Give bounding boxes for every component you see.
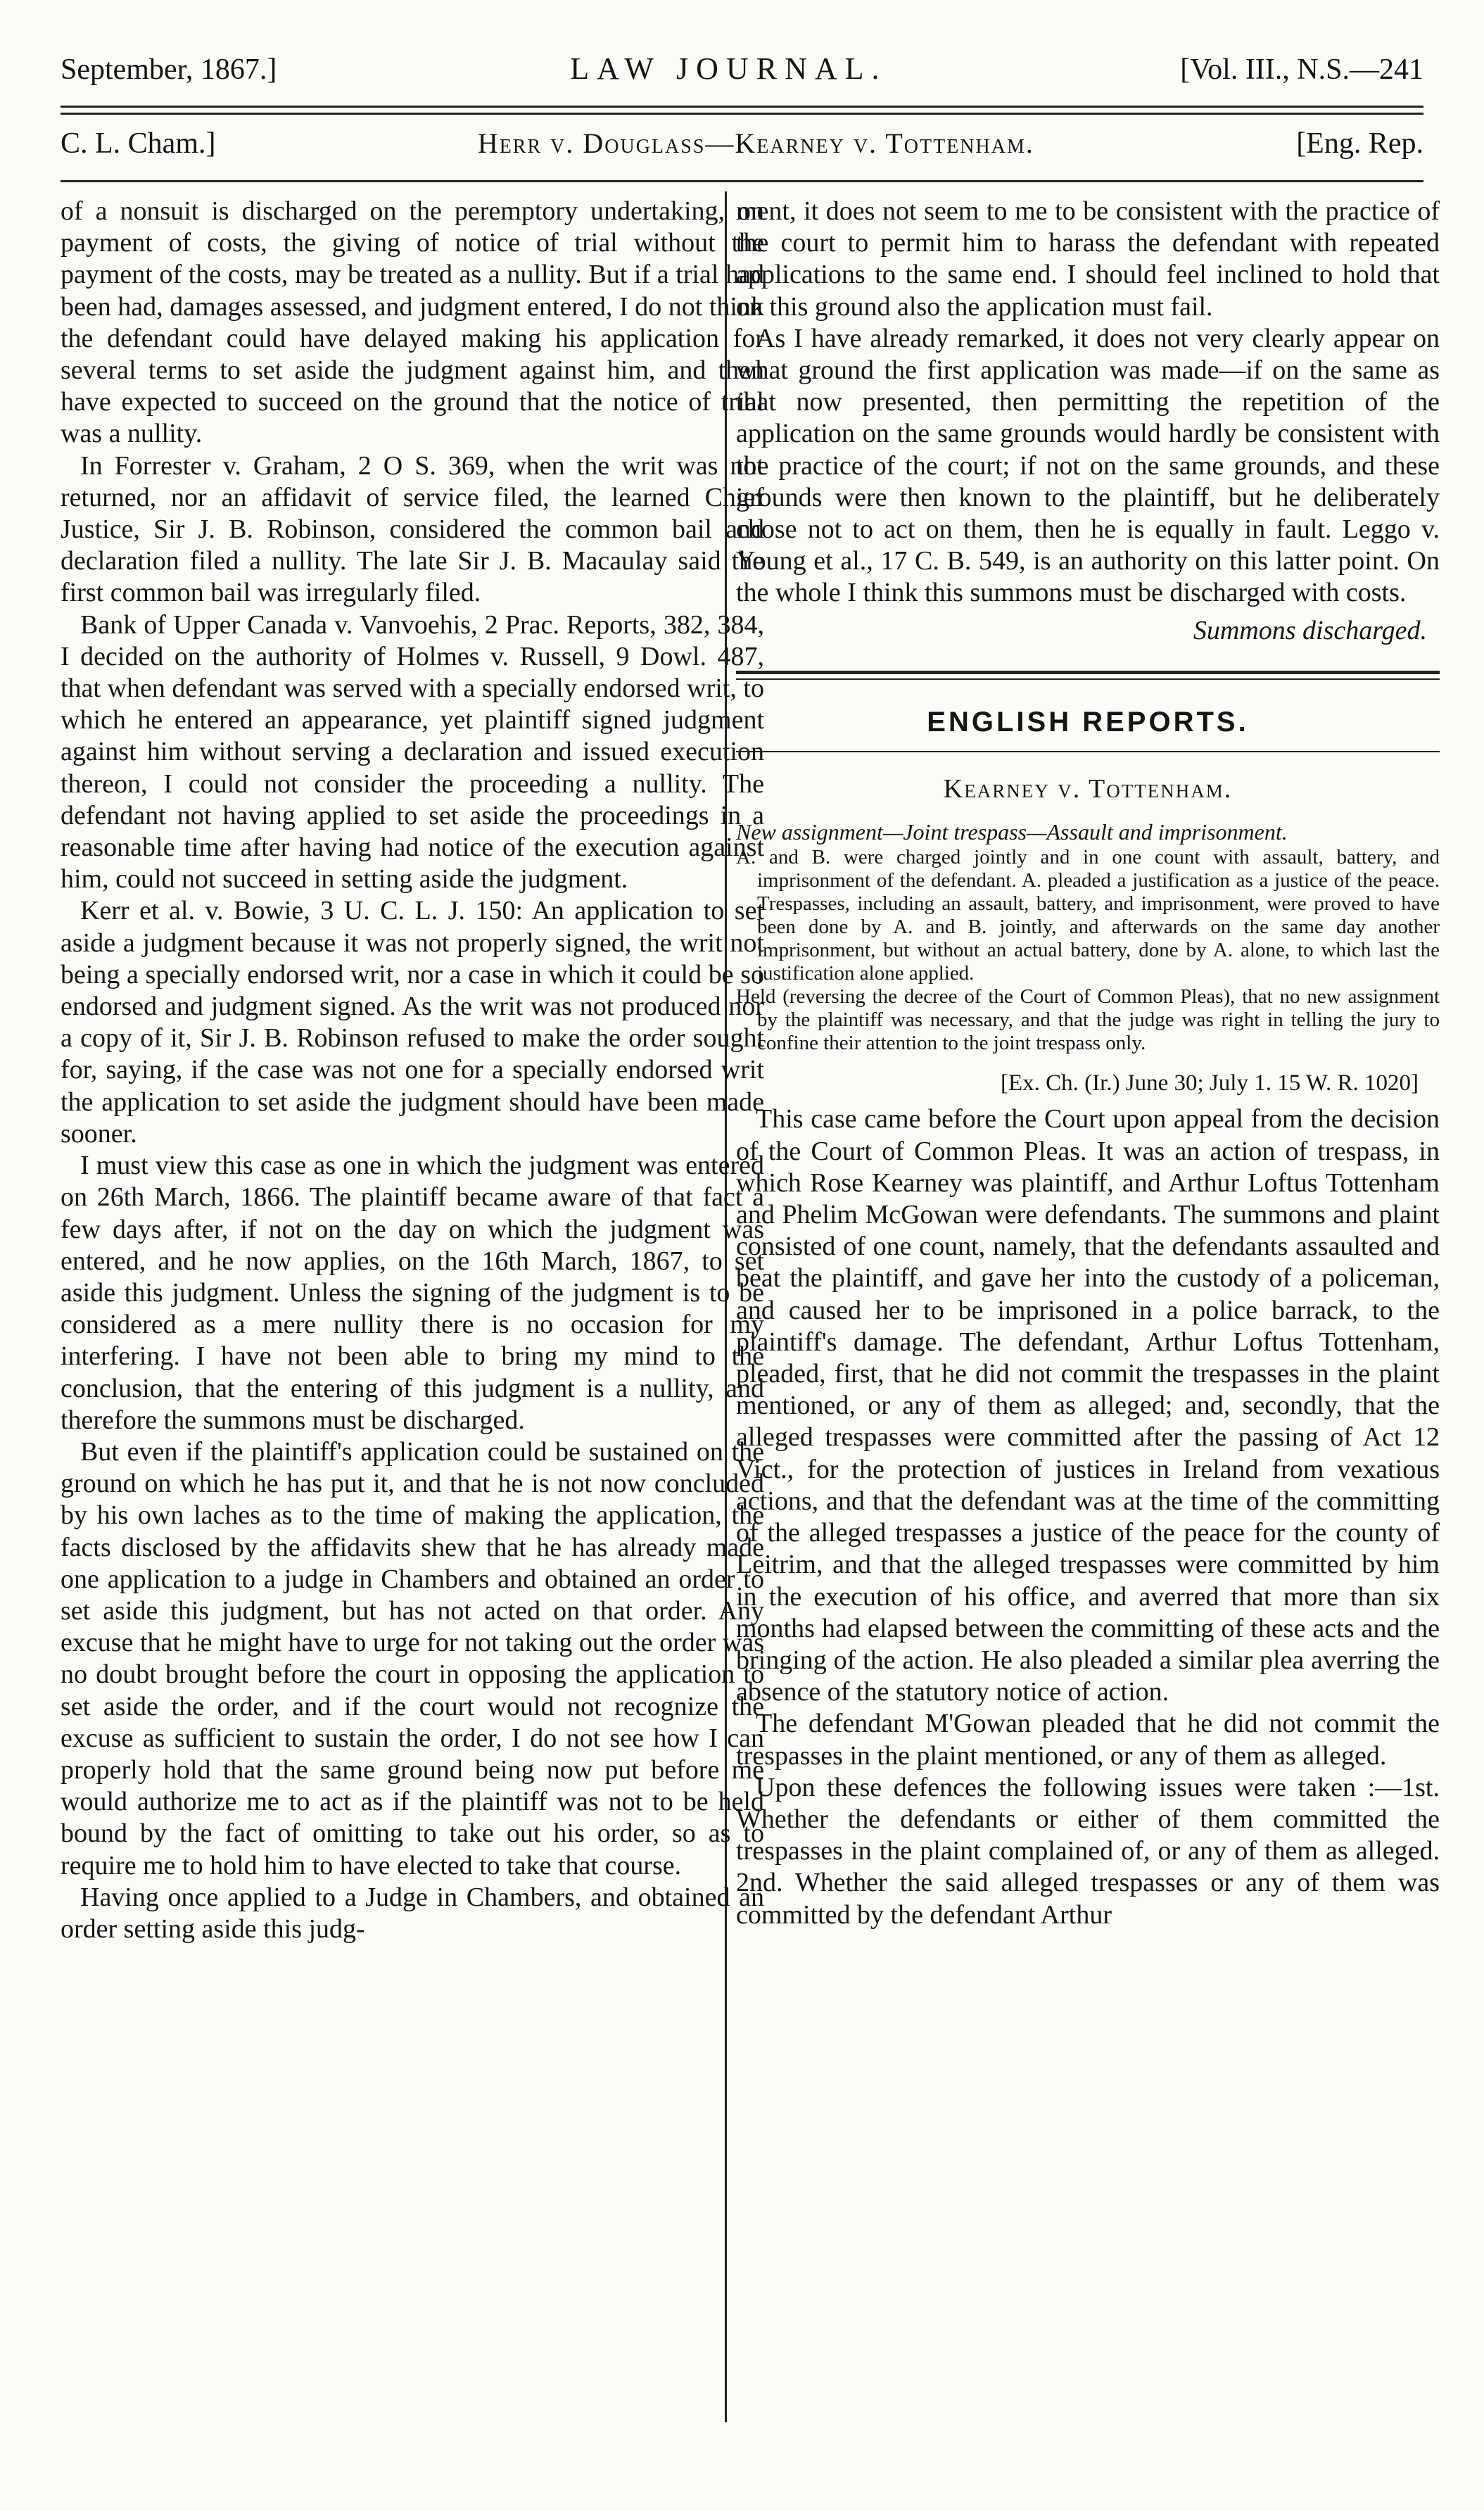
- header-date: September, 1867.]: [61, 53, 277, 86]
- court-label: C. L. Cham.]: [61, 127, 216, 160]
- journal-title: LAW JOURNAL.: [570, 51, 887, 86]
- paragraph: Kerr et al. v. Bowie, 3 U. C. L. J. 150: An application to set aside a judgment because it was not properly signed, the writ not being a specially endorsed writ, nor a case in which it could be so endorsed and judgment signed. As the writ was not produced nor a copy of it, Sir J. B. Robinson refused to make the order sought for, saying, if the case was not one for a specially endorsed writ the application to set aside the judgment should have been made sooner.: [61, 896, 764, 1149]
- section-title: ENGLISH REPORTS.: [927, 706, 1249, 738]
- case-title: Kearney v. Tottenham.: [943, 774, 1233, 804]
- header-rule-top: [61, 106, 1423, 108]
- headnote: [736, 846, 1440, 1055]
- case-names: Herr v. Douglass—Kearney v. Tottenham.: [477, 127, 1034, 159]
- left-column: [61, 196, 764, 1945]
- paragraph: In Forrester v. Graham, 2 O S. 369, when the writ was not returned, nor an affidavit of service filed, the learned Chief Justice, Sir J. B. Robinson, considered the common bail and declaration filed a nullity. The late Sir J. B. Macaulay said the first common bail was irregularly filed.: [61, 450, 764, 608]
- paragraph: This case came before the Court upon appeal from the decision of the Court of Common Pleas. It was an action of trespass, in which Rose Kearney was plaintiff, and Arthur Loftus Tottenham and Phelim McGowan were defendants. The summons and plaint consisted of one count, namely, that the defendants assaulted and beat the plaintiff, and gave her into the custody of a policeman, and caused her to be imprisoned in a police barrack, to the plaintiff's damage. The defendant, Arthur Loftus Tottenham, pleaded, first, that he did not commit the trespasses in the plaint mentioned, or any of them as alleged; and, secondly, that the alleged trespasses were committed after the passing of Act 12 Vict., for the protection of justices in Ireland from vexatious actions, and that the defendant was at the time of the committing of the alleged trespasses a justice of the peace for the county of Leitrim, and that the alleged trespasses were committed by him in the execution of his office, and averred that more than six months had elapsed between the committing of these acts and the bringing of the action. He also pleaded a similar plea averring the absence of the statutory notice of action.: [736, 1104, 1440, 1707]
- right-column: [736, 196, 1440, 1931]
- section-rule: [736, 671, 1440, 680]
- headnote-topic: New assignment—Joint trespass—Assault and imprisonment.: [736, 819, 1288, 845]
- section-title-rule: [736, 751, 1440, 752]
- paragraph: ment, it does not seem to me to be consistent with the practice of the court to permit him to harass the defendant with repeated applications to the same end. I should feel inclined to hold that on this ground also the application must fail.: [736, 196, 1440, 322]
- header-volume: [Vol. III., N.S.—241: [1180, 53, 1423, 86]
- citation: [Ex. Ch. (Ir.) June 30; July 1. 15 W. R. 1020]: [1001, 1070, 1419, 1096]
- headnote-facts: A. and B. were charged jointly and in one count with assault, battery, and imprisonment of the defendant. A. pleaded a justification as a justice of the peace. Trespasses, including an assault, battery, and imprisonment, were proved to have been done by A. and B. jointly, and afterwards on the same day another imprisonment, but without an actual battery, done by A. alone, to which last the justification alone applied.: [736, 846, 1440, 985]
- paragraph: Bank of Upper Canada v. Vanvoehis, 2 Prac. Reports, 382, 384, I decided on the authority of Holmes v. Russell, 9 Dowl. 487, that when defendant was served with a specially endorsed writ, to which he entered an appearance, yet plaintiff signed judgment against him without serving a declaration and issued execution thereon, I could not consider the proceeding a nullity. The defendant not having applied to set aside the proceedings in a reasonable time after having had notice of the execution against him, could not succeed in setting aside the judgment.: [61, 609, 764, 894]
- paragraph: I must view this case as one in which the judgment was entered on 26th March, 1866. The plaintiff became aware of that fact a few days after, if not on the day on which the judgment was entered, and he now applies, on the 16th March, 1867, to set aside this judgment. Unless the signing of the judgment is to be considered as a mere nullity there is no occasion for my interfering. I have not been able to bring my mind to the conclusion, that the entering of this judgment is a nullity, and therefore the summons must be discharged.: [61, 1151, 764, 1435]
- paragraph: But even if the plaintiff's application could be sustained on the ground on which he has put it, and that he is not now concluded by his own laches as to the time of making the application, the facts disclosed by the affidavits shew that he has already made one application to a judge in Chambers and obtained an order to set aside this judgment, but has not acted on that order. Any excuse that he might have to urge for not taking out the order was no doubt brought before the court in opposing the application to set aside the order, and if the court would not recognize the excuse as sufficient to sustain the order, I do not see how I can properly hold that the same ground being now put before me would authorize me to act as if the plaintiff was not to be held bound by the fact of omitting to take out his order, so as to require me to hold him to have elected to take that course.: [61, 1436, 764, 1880]
- paragraph: Having once applied to a Judge in Chambers, and obtained an order setting aside this judg-: [61, 1882, 764, 1944]
- reporter-label: [Eng. Rep.: [1296, 127, 1423, 160]
- case-header-rule: [61, 180, 1423, 182]
- case-header: [61, 127, 1423, 160]
- header-rule-bottom: [61, 113, 1423, 115]
- paragraph: Upon these defences the following issues were taken :—1st. Whether the defendants or either of them committed the trespasses in the plaint complained of, or any of them as alleged. 2nd. Whether the said alleged trespasses or any of them was committed by the defendant Arthur: [736, 1772, 1440, 1930]
- paragraph: The defendant M'Gowan pleaded that he did not commit the trespasses in the plaint mentioned, or any of them as alleged.: [736, 1709, 1440, 1771]
- paragraph: of a nonsuit is discharged on the peremptory undertaking, on payment of costs, the giving of notice of trial without the payment of the costs, may be treated as a nullity. But if a trial had been had, damages assessed, and judgment entered, I do not think the defendant could have delayed making his application for several terms to set aside the judgment against him, and then have expected to succeed on the ground that the notice of trial was a nullity.: [61, 196, 764, 449]
- running-header: [61, 51, 1423, 87]
- paragraph: As I have already remarked, it does not very clearly appear on what ground the first application was made—if on the same as that now presented, then permitting the repetition of the application on the same grounds would hardly be consistent with the practice of the court; if not on the same grounds, and these grounds were then known to the plaintiff, but he deliberately chose not to act on them, then he is equally in fault. Leggo v. Young et al., 17 C. B. 549, is an authority on this latter point. On the whole I think this summons must be discharged with costs.: [736, 323, 1440, 608]
- disposition: Summons discharged.: [1193, 615, 1427, 645]
- headnote-held: Held (reversing the decree of the Court of Common Pleas), that no new assignment by the plaintiff was necessary, and that the judge was right in telling the jury to confine their attention to the joint trespass only.: [736, 985, 1440, 1055]
